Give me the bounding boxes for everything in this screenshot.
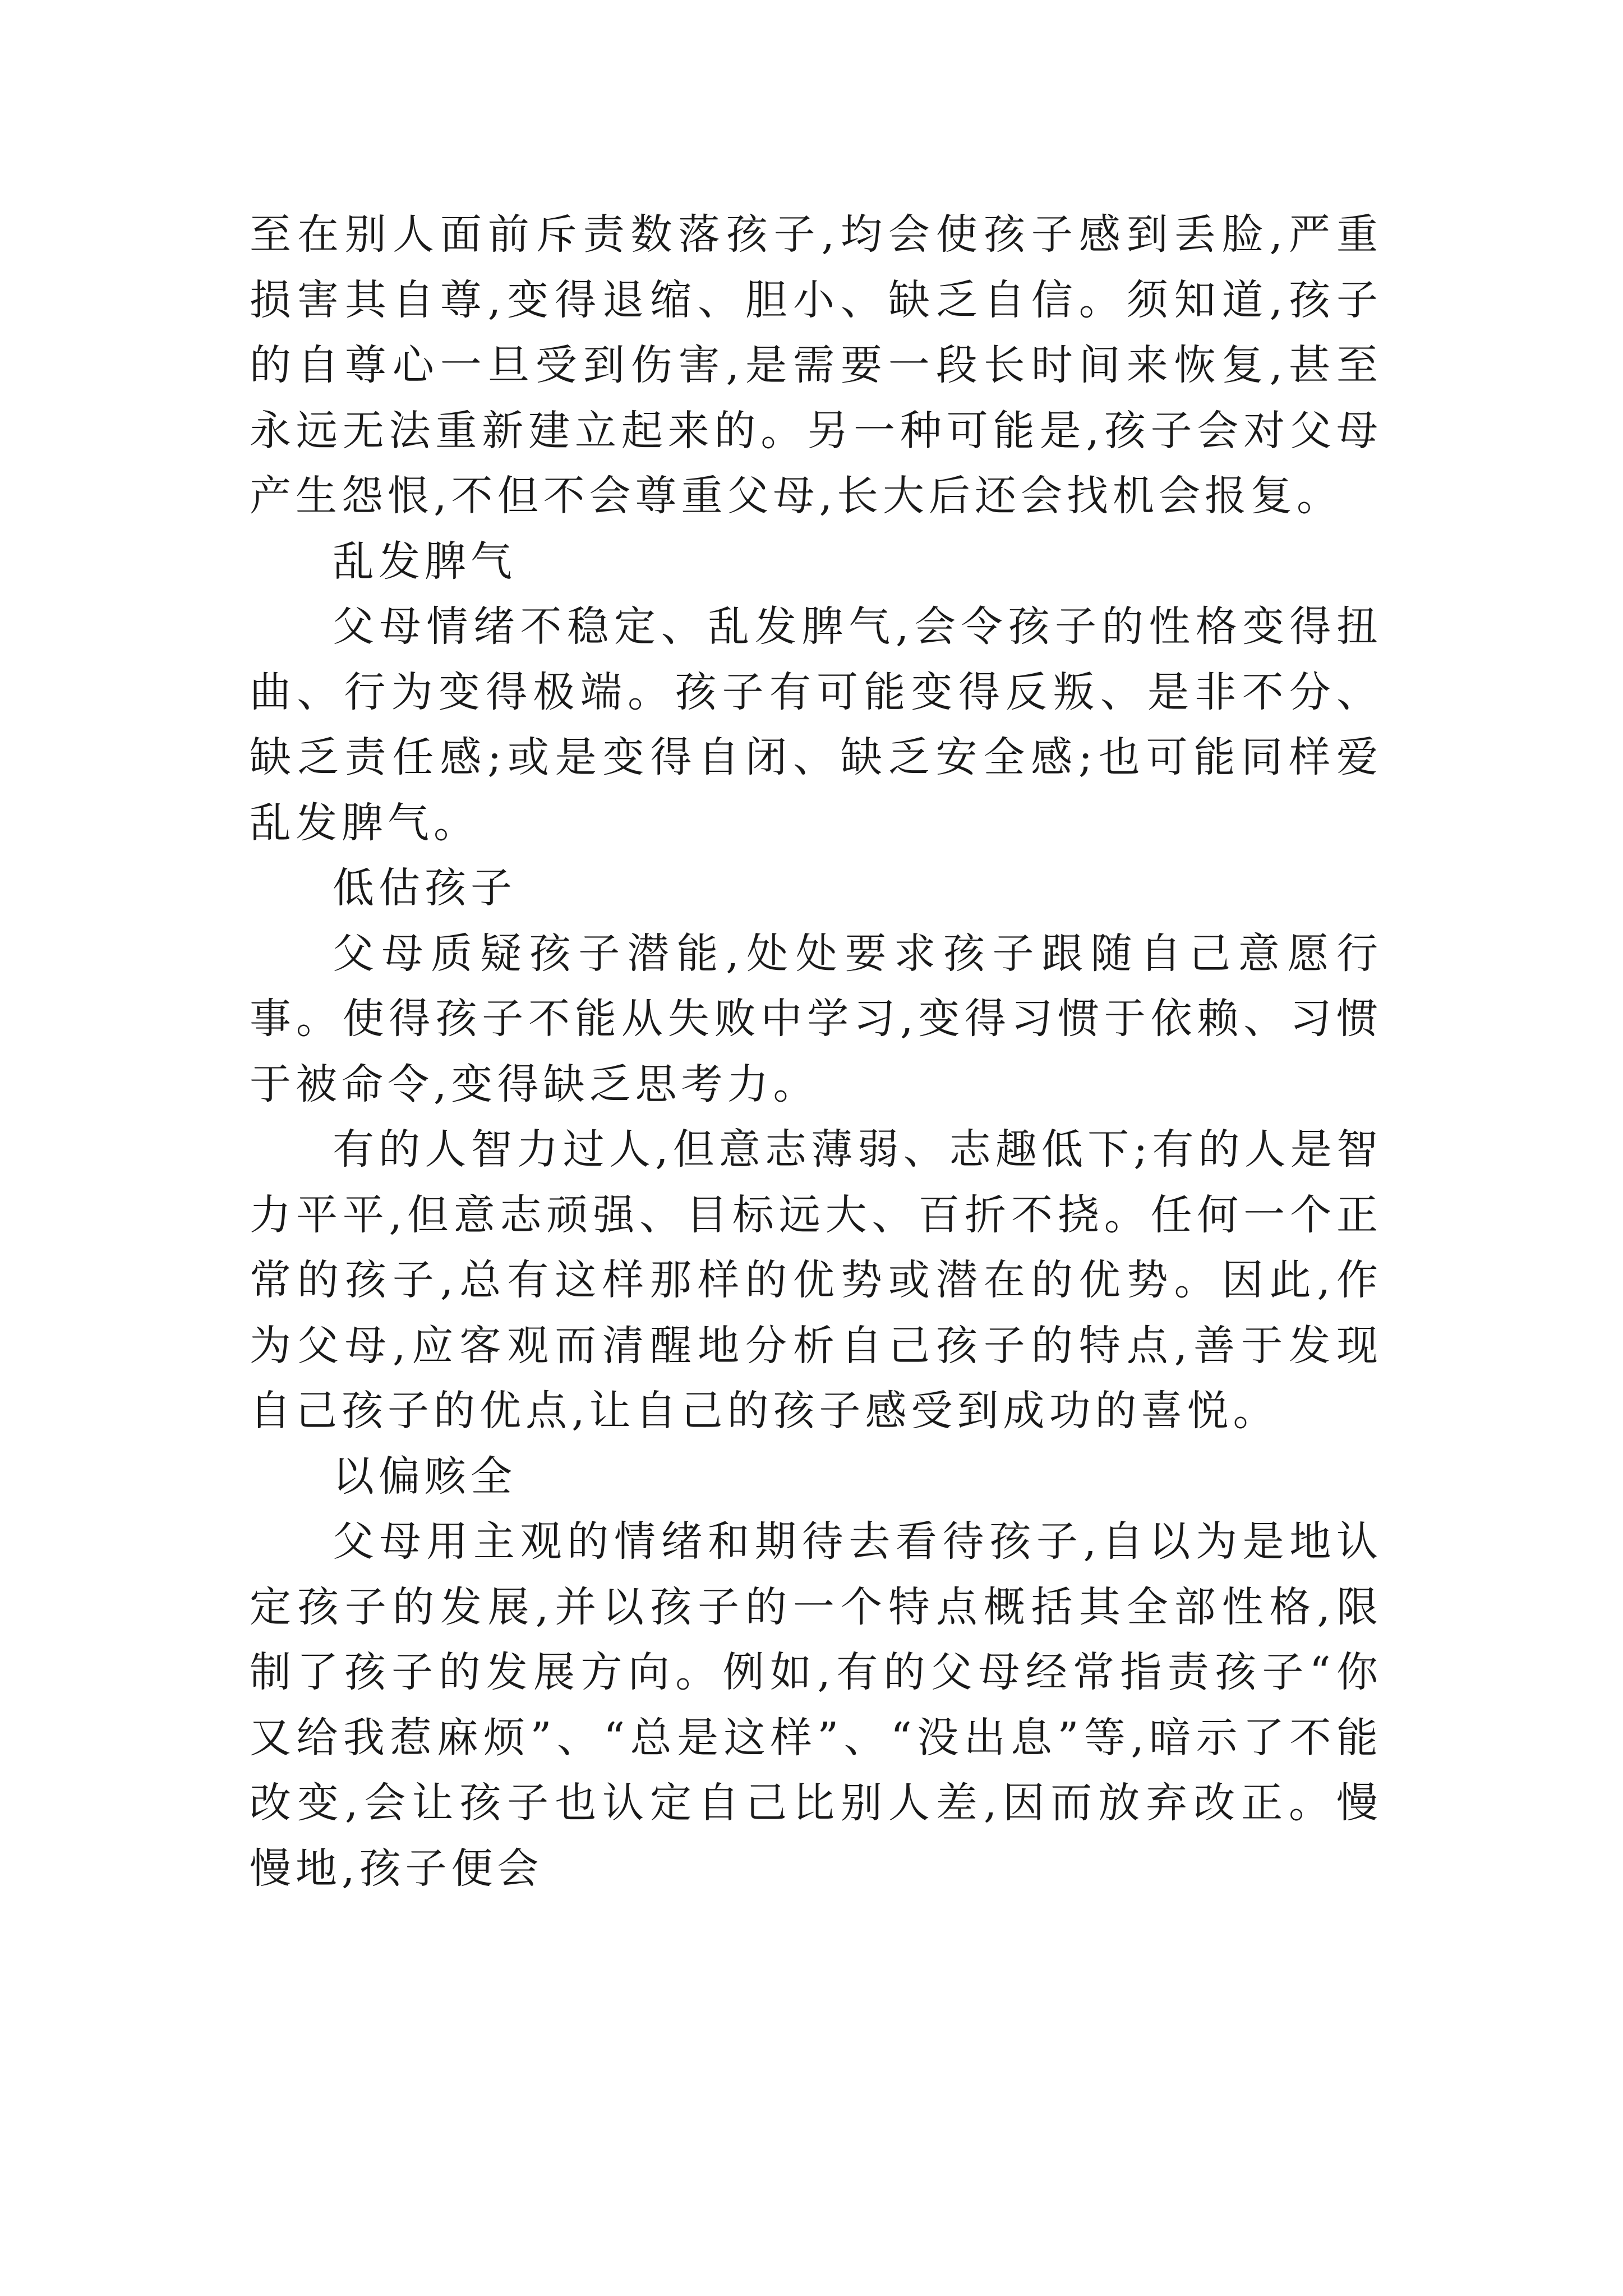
section-heading-generalize: 以偏赅全 <box>333 1452 517 1501</box>
section-heading-tantrums: 乱发脾气 <box>333 537 517 586</box>
paragraph-4: 有的人智力过人,但意志薄弱、志趣低下;有的人是智力平平,但意志顽强、目标远大、百折不挠。任何一个正常的孩子,总有这样那样的优势或潜在的优势。因此,作为父母,应客观而清醒地分析自己孩子的特点,善于发现自己孩子的优点,让自己的孩子感受到成功的喜悦。 <box>250 1125 1382 1435</box>
document-body <box>250 202 1382 1901</box>
paragraph-3: 父母质疑孩子潜能,处处要求孩子跟随自己意愿行事。使得孩子不能从失败中学习,变得习惯于依赖、习惯于被命令,变得缺乏思考力。 <box>250 929 1382 1108</box>
paragraph-2: 父母情绪不稳定、乱发脾气,会令孩子的性格变得扭曲、行为变得极端。孩子有可能变得反叛、是非不分、缺乏责任感;或是变得自闭、缺乏安全感;也可能同样爱乱发脾气。 <box>250 602 1382 847</box>
section-heading-underestimate: 低估孩子 <box>333 864 517 912</box>
paragraph-5: 父母用主观的情绪和期待去看待孩子,自以为是地认定孩子的发展,并以孩子的一个特点概括其全部性格,限制了孩子的发展方向。例如,有的父母经常指责孩子“你又给我惹麻烦”、“总是这样”、“没出息”等,暗示了不能改变,会让孩子也认定自己比别人差,因而放弃改正。慢慢地,孩子便会 <box>250 1517 1382 1893</box>
paragraph-1: 至在别人面前斥责数落孩子,均会使孩子感到丢脸,严重损害其自尊,变得退缩、胆小、缺乏自信。须知道,孩子的自尊心一旦受到伤害,是需要一段长时间来恢复,甚至永远无法重新建立起来的。另一种可能是,孩子会对父母产生怨恨,不但不会尊重父母,长大后还会找机会报复。 <box>250 210 1382 520</box>
